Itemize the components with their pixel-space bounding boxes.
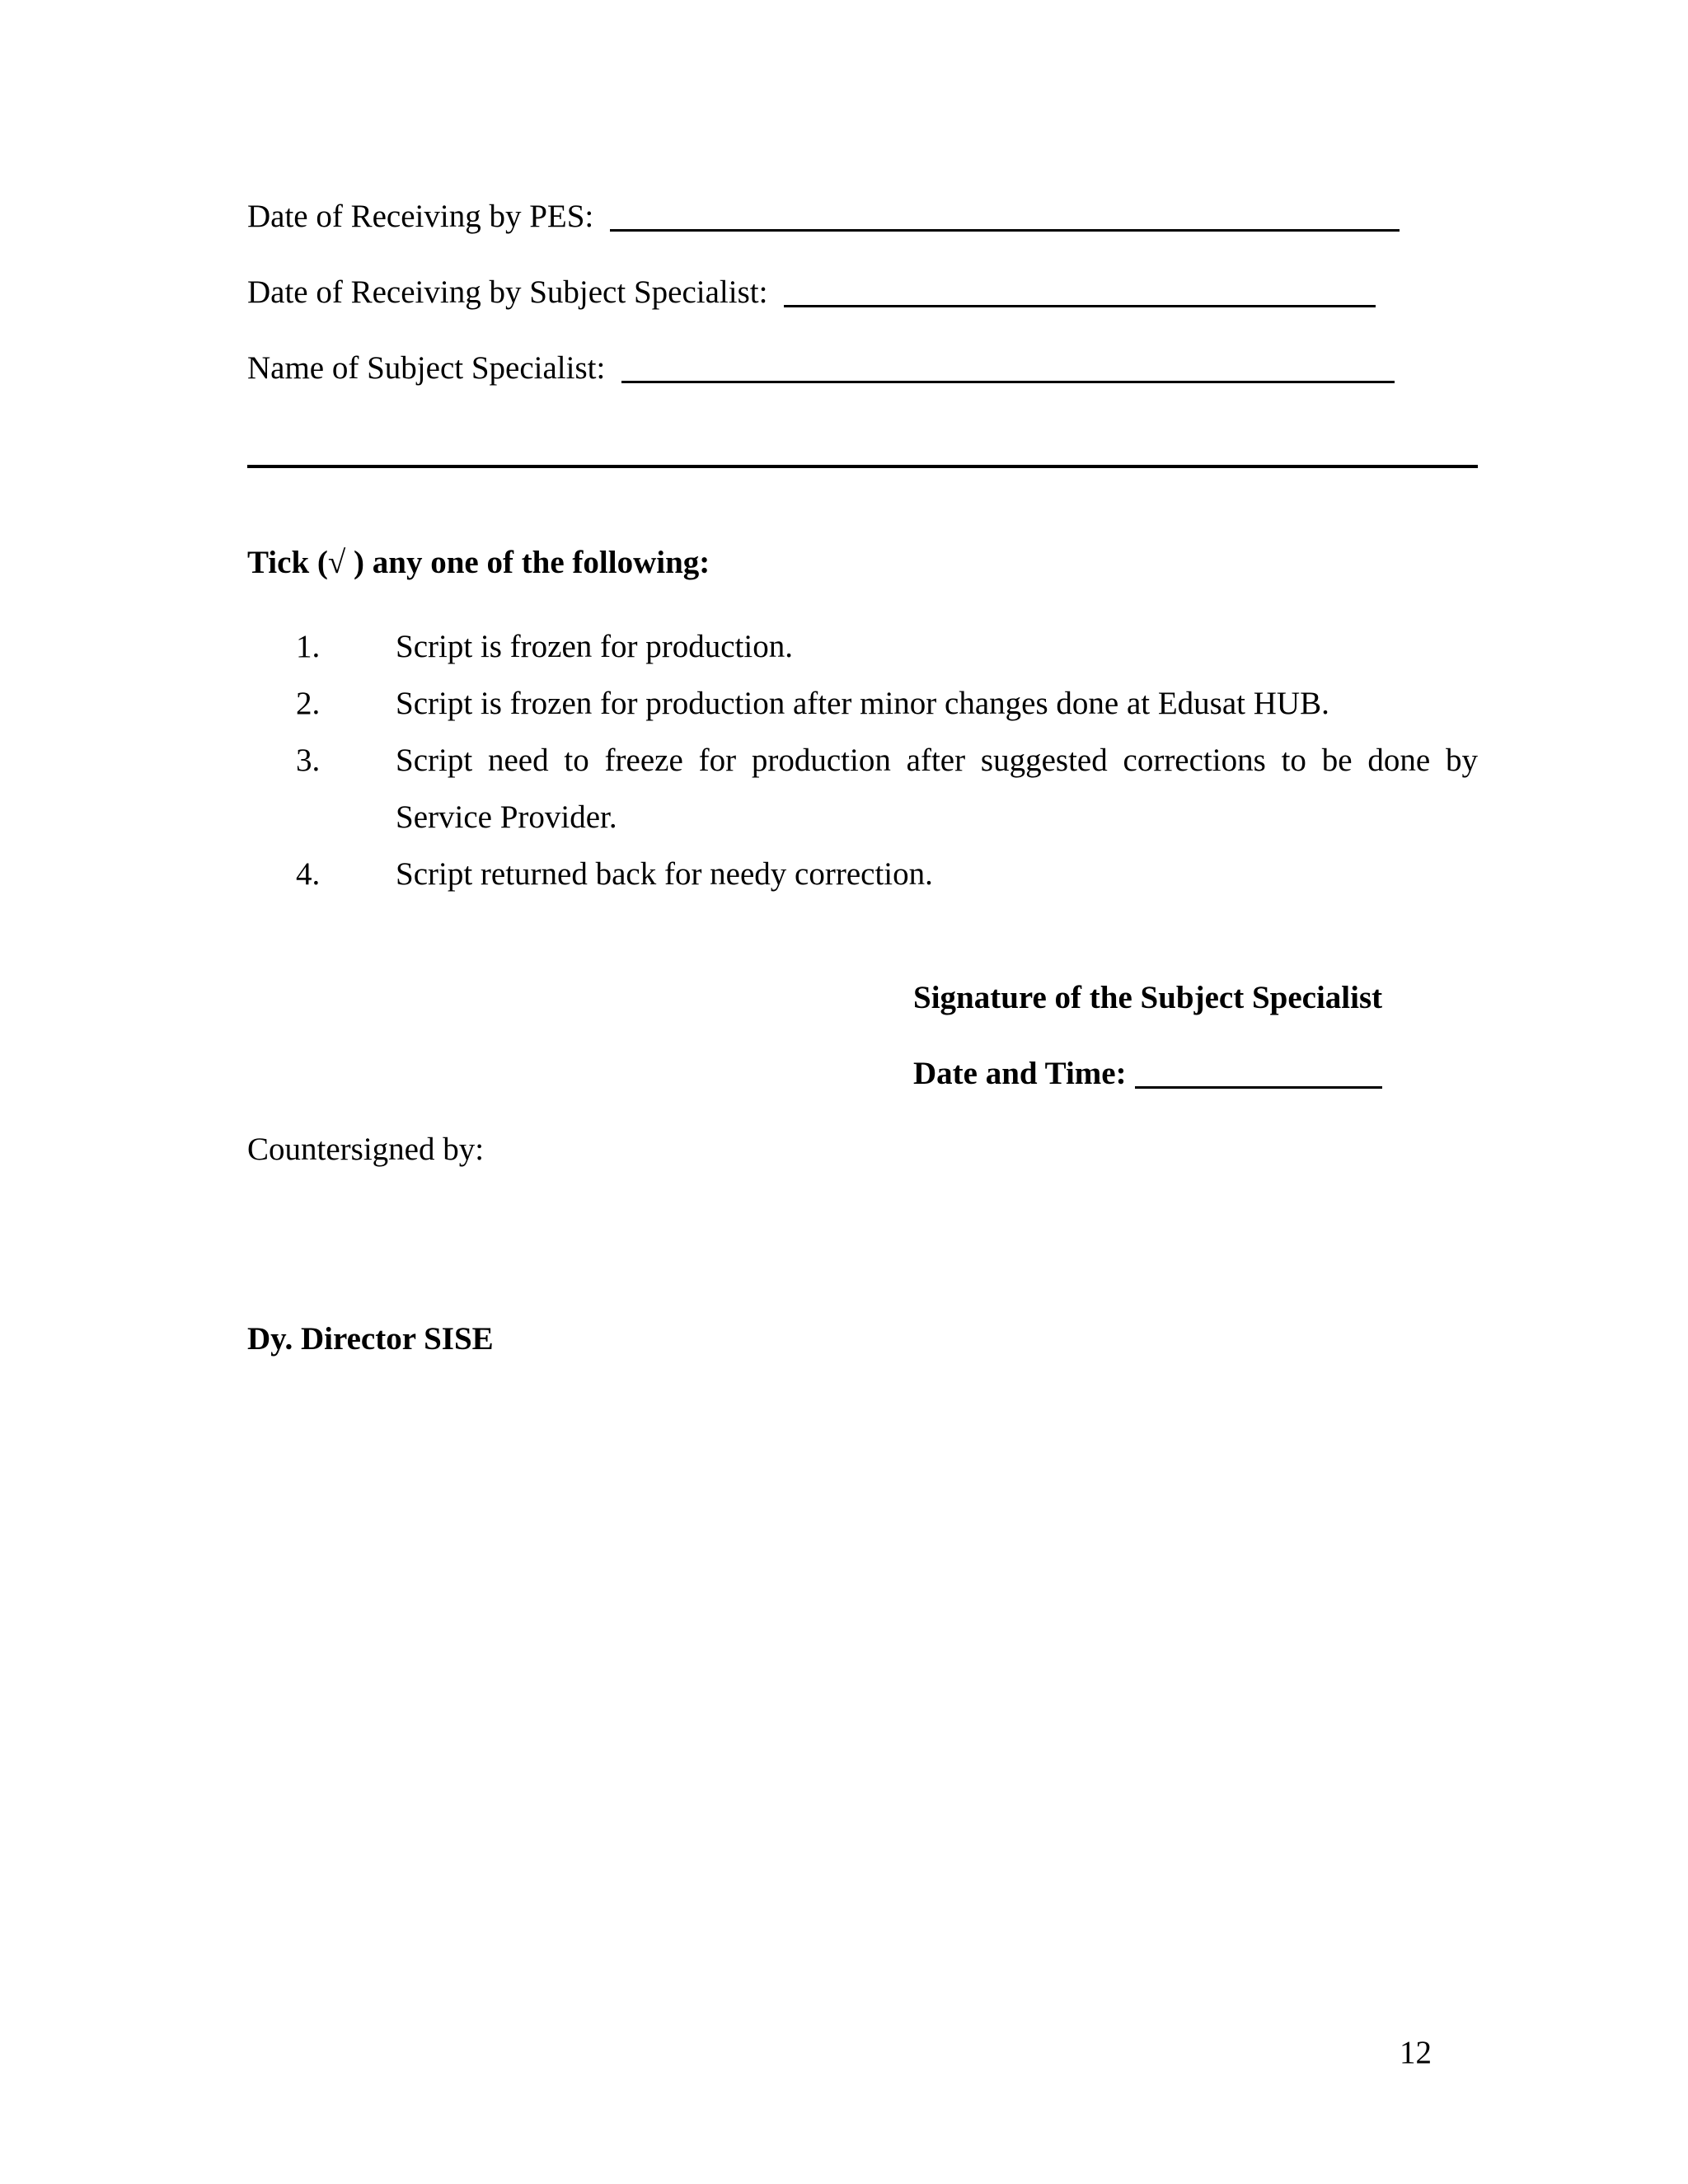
pes-receiving-date-label: Date of Receiving by PES:	[247, 199, 594, 234]
list-item-text: Script returned back for needy correction.	[396, 856, 933, 892]
list-item-text: Script is frozen for production after minor changes done at Edusat HUB.	[396, 686, 1329, 721]
director-label: Dy. Director SISE	[247, 1321, 494, 1357]
pes-receiving-date-row	[247, 198, 1400, 235]
list-item-number: 2.	[296, 686, 321, 721]
list-item[interactable]	[247, 675, 1478, 732]
pes-receiving-date-blank[interactable]	[610, 228, 1400, 232]
options-list	[247, 618, 1478, 902]
date-time-label: Date and Time:	[913, 1056, 1127, 1091]
list-item[interactable]	[247, 732, 1478, 846]
countersigned-label: Countersigned by:	[247, 1132, 485, 1167]
section-divider	[247, 465, 1478, 468]
specialist-receiving-date-label: Date of Receiving by Subject Specialist:	[247, 274, 768, 310]
date-time-row	[913, 1055, 1382, 1092]
list-item-number: 3.	[296, 743, 321, 778]
specialist-receiving-date-row	[247, 274, 1376, 311]
specialist-name-label: Name of Subject Specialist:	[247, 350, 606, 386]
list-item-text: Script need to freeze for production after suggested corrections to be done by Service Provider.	[396, 743, 1478, 835]
list-item-number: 1.	[296, 629, 321, 664]
page-number: 12	[1400, 2035, 1432, 2070]
specialist-name-blank[interactable]	[621, 380, 1395, 383]
list-item[interactable]	[247, 618, 1478, 675]
list-item[interactable]	[247, 846, 1478, 902]
list-item-number: 4.	[296, 856, 321, 892]
signature-title: Signature of the Subject Specialist	[913, 980, 1383, 1015]
specialist-name-row	[247, 349, 1395, 387]
specialist-receiving-date-blank[interactable]	[784, 304, 1376, 307]
date-time-blank[interactable]	[1135, 1085, 1382, 1089]
tick-heading: Tick (√ ) any one of the following:	[247, 545, 710, 580]
list-item-text: Script is frozen for production.	[396, 629, 793, 664]
